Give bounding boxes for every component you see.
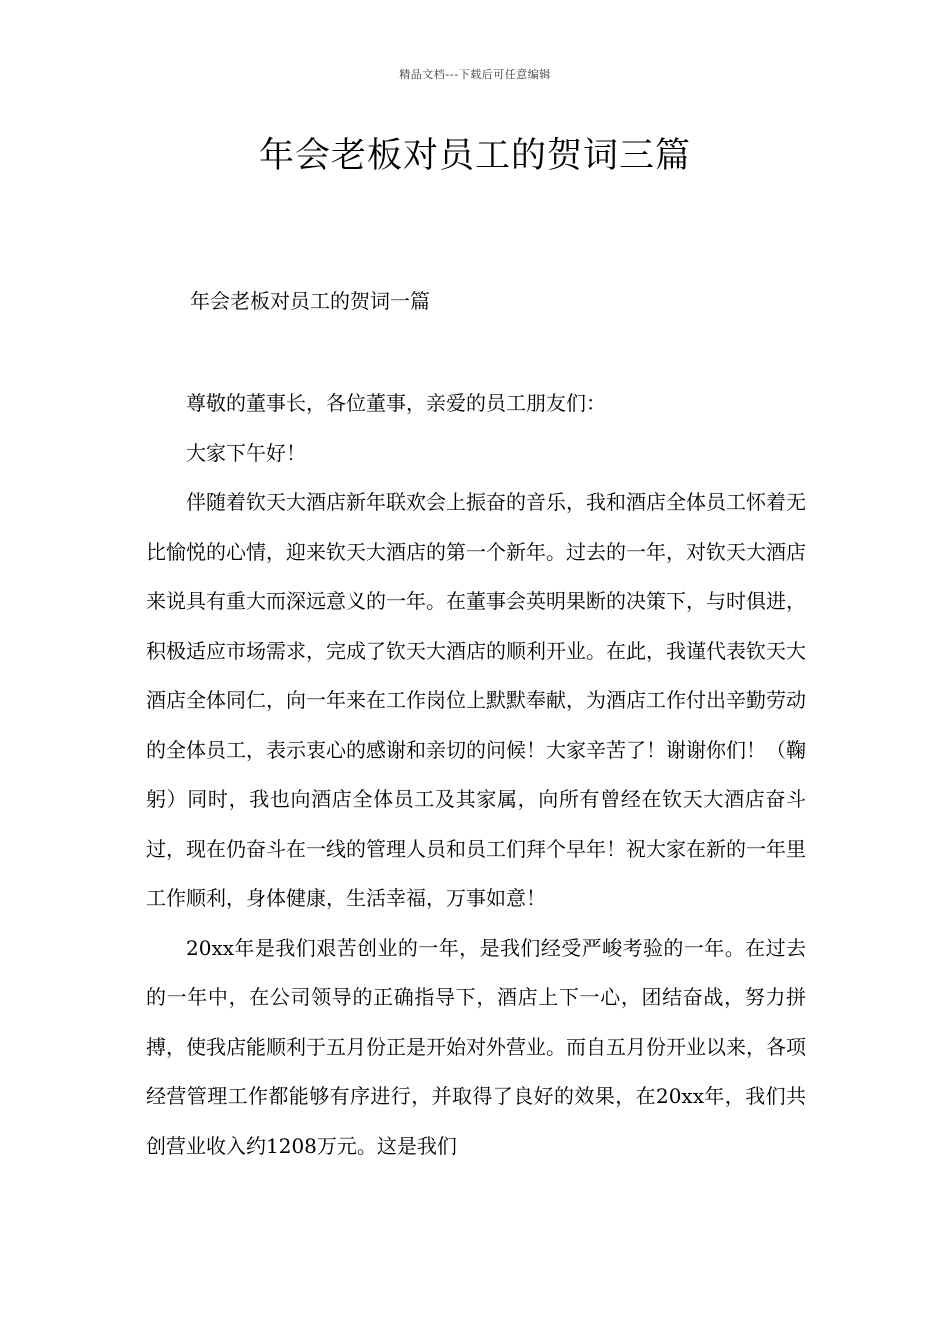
document-body <box>146 379 806 1171</box>
salutation-paragraph: 尊敬的董事长，各位董事，亲爱的员工朋友们： <box>186 391 606 415</box>
body-paragraph: 20xx年是我们艰苦创业的一年，是我们经受严峻考验的一年。在过去的一年中，在公司领导的正确指导下，酒店上下一心，团结奋战，努力拼搏，使我店能顺利于五月份正是开始对外营业。而自五月份开业以来，各项经营管理工作都能够有序进行，并取得了良好的效果，在20xx年，我们共创营业收入约1208万元。这是我们 <box>146 935 806 1158</box>
greeting-paragraph: 大家下午好！ <box>186 440 306 465</box>
section-heading: 年会老板对员工的贺词一篇 <box>190 289 430 313</box>
body-paragraph: 伴随着钦天大酒店新年联欢会上振奋的音乐，我和酒店全体员工怀着无比愉悦的心情，迎来钦天大酒店的第一个新年。过去的一年，对钦天大酒店来说具有重大而深远意义的一年。在董事会英明果断的决策下，与时俱进，积极适应市场需求，完成了钦天大酒店的顺利开业。在此，我谨代表钦天大酒店全体同仁，向一年来在工作岗位上默默奉献，为酒店工作付出辛勤劳动的全体员工，表示衷心的感谢和亲切的问候！大家辛苦了！谢谢你们！（鞠躬）同时，我也向酒店全体员工及其家属，向所有曾经在钦天大酒店奋斗过，现在仍奋斗在一线的管理人员和员工们拜个早年！祝大家在新的一年里工作顺利，身体健康，生活幸福，万事如意！ <box>146 490 806 910</box>
document-title: 年会老板对员工的贺词三篇 <box>258 136 691 176</box>
page-header: 精品文档---下载后可任意编辑 <box>399 68 551 81</box>
